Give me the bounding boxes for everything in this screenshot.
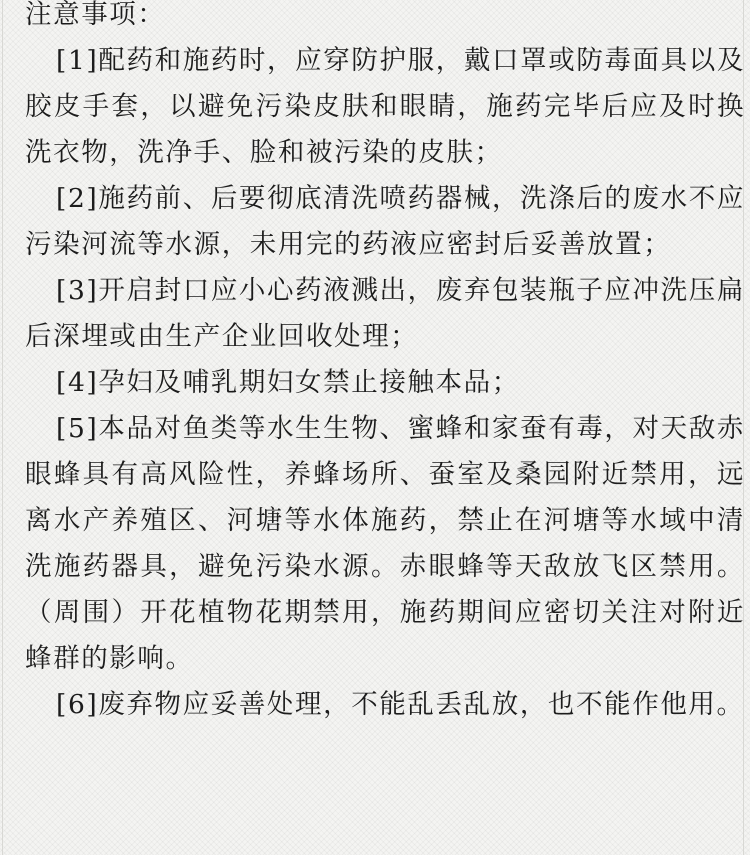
precaution-item-1: [1]配药和施药时，应穿防护服，戴口罩或防毒面具以及胶皮手套，以避免污染皮肤和眼睛，施药完毕后应及时换洗衣物，洗净手、脸和被污染的皮肤； <box>25 45 745 168</box>
document-page <box>2 0 744 855</box>
precaution-item-6: [6]废弃物应妥善处理，不能乱丢乱放，也不能作他用。 <box>56 689 745 720</box>
precautions-text <box>25 0 745 728</box>
precaution-item-5: [5]本品对鱼类等水生生物、蜜蜂和家蚕有毒，对天敌赤眼蜂具有高风险性，养蜂场所、蚕室及桑园附近禁用，远离水产养殖区、河塘等水体施药，禁止在河塘等水域中清洗施药器具，避免污染水源。赤眼蜂等天敌放飞区禁用。（周围）开花植物花期禁用，施药期间应密切关注对附近蜂群的影响。 <box>25 413 745 674</box>
precautions-heading: 注意事项： <box>25 0 166 30</box>
precaution-item-3: [3]开启封口应小心药液溅出，废弃包装瓶子应冲洗压扁后深埋或由生产企业回收处理； <box>25 275 745 352</box>
precaution-item-2: [2]施药前、后要彻底清洗喷药器械，洗涤后的废水不应污染河流等水源，未用完的药液应密封后妥善放置； <box>25 183 745 260</box>
precaution-item-4: [4]孕妇及哺乳期妇女禁止接触本品； <box>56 367 520 398</box>
